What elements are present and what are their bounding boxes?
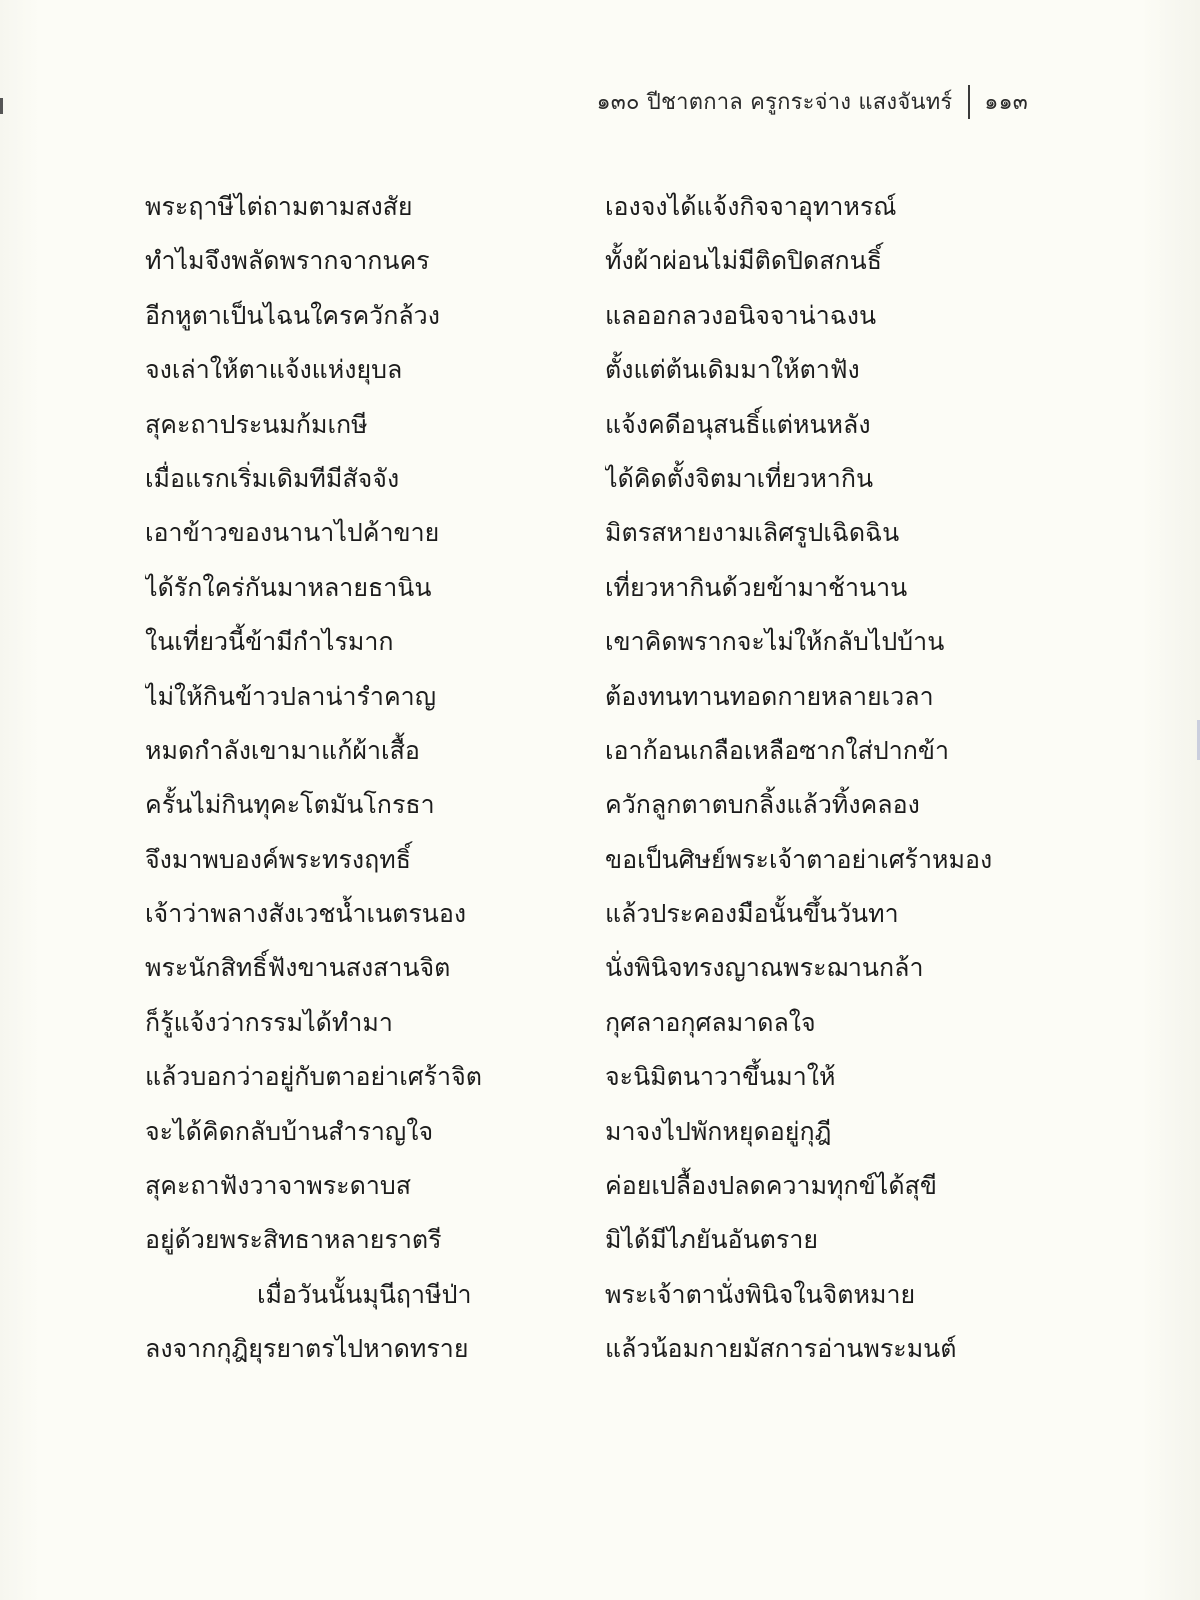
verse-line: จะได้คิดกลับบ้านสำราญใจ (145, 1116, 434, 1146)
header-title: ๑๓๐ ปีชาตกาล ครูกระจ่าง แสงจันทร์ (596, 90, 953, 115)
binding-edge-mark (0, 98, 3, 114)
verse-line: แจ้งคดีอนุสนธิ์แต่หนหลัง (605, 409, 871, 439)
verse-line: นั่งพินิจทรงญาณพระฌานกล้า (605, 953, 924, 983)
verse-line: สุคะถาประนมก้มเกษี (145, 409, 368, 439)
verse-line: แล้วประคองมือนั้นขึ้นวันทา (605, 899, 899, 929)
verse-line: ได้คิดตั้งจิตมาเที่ยวหากิน (605, 463, 874, 493)
header-divider (968, 85, 970, 119)
verse-line: ได้รักใคร่กันมาหลายธานิน (145, 572, 432, 602)
verse-line: ลงจากกุฎิยุรยาตรไปหาดทราย (145, 1334, 469, 1364)
verse-line: เองจงได้แจ้งกิจจาอุทาหรณ์ (605, 192, 897, 221)
verse-line: สุคะถาฟังวาจาพระดาบส (145, 1171, 411, 1201)
verse-line: เจ้าว่าพลางสังเวชน้ำเนตรนอง (145, 899, 467, 929)
verse-column-left (145, 180, 565, 1377)
verse-line: อีกหูตาเป็นไฉนใครควักล้วง (145, 300, 440, 330)
verse-line: มาจงไปพักหยุดอยู่กุฎี (605, 1116, 832, 1146)
verse-line: แล้วบอกว่าอยู่กับตาอย่าเศร้าจิต (145, 1062, 482, 1092)
verse-line: ในเที่ยวนี้ข้ามีกำไรมาก (145, 627, 394, 657)
verse-line: เที่ยวหากินด้วยข้ามาช้านาน (605, 572, 908, 602)
verse-line: จงเล่าให้ตาแจ้งแห่งยุบล (145, 355, 403, 385)
verse-line: ควักลูกตาตบกลิ้งแล้วทิ้งคลอง (605, 790, 920, 820)
verse-line-indented: เมื่อวันนั้นมุนีฤาษีป่า (257, 1279, 472, 1309)
verse-line: ต้องทนทานทอดกายหลายเวลา (605, 681, 934, 711)
verse-line: ไม่ให้กินข้าวปลาน่ารำคาญ (145, 681, 437, 711)
verse-line: แล้วน้อมกายมัสการอ่านพระมนต์ (605, 1334, 957, 1364)
verse-line: พระนักสิทธิ์ฟังขานสงสานจิต (145, 953, 451, 983)
page-number: ๑๑๓ (984, 90, 1028, 115)
verse-line: มิตรสหายงามเลิศรูปเฉิดฉิน (605, 518, 900, 548)
verse-line: เอาข้าวของนานาไปค้าขาย (145, 518, 440, 548)
verse-line: ทำไมจึงพลัดพรากจากนคร (145, 246, 430, 276)
verse-line: ขอเป็นศิษย์พระเจ้าตาอย่าเศร้าหมอง (605, 844, 993, 874)
verse-line: จึงมาพบองค์พระทรงฤทธิ์ (145, 844, 411, 874)
verse-line: พระฤาษีไต่ถามตามสงสัย (145, 192, 413, 221)
verse-line: ค่อยเปลื้องปลดความทุกข์ได้สุขี (605, 1171, 937, 1201)
verse-line: หมดกำลังเขามาแก้ผ้าเสื้อ (145, 735, 420, 765)
verse-line: เมื่อแรกเริ่มเดิมทีมีสัจจัง (145, 463, 400, 493)
verse-line: เขาคิดพรากจะไม่ให้กลับไปบ้าน (605, 627, 945, 657)
verse-column-right (605, 180, 1025, 1377)
verse-line: จะนิมิตนาวาขึ้นมาให้ (605, 1062, 836, 1092)
verse-line: แลออกลวงอนิจจาน่าฉงน (605, 300, 877, 330)
verse-line: อยู่ด้วยพระสิทธาหลายราตรี (145, 1225, 442, 1255)
verse-line: ทั้งผ้าผ่อนไม่มีติดปิดสกนธิ์ (605, 246, 882, 276)
verse-line: เอาก้อนเกลือเหลือซากใส่ปากข้า (605, 735, 949, 765)
verse-line: พระเจ้าตานั่งพินิจในจิตหมาย (605, 1279, 916, 1309)
verse-line: ครั้นไม่กินทุคะโตมันโกรธา (145, 790, 435, 820)
verse-line: กุศลาอกุศลมาดลใจ (605, 1007, 816, 1037)
verse-line: ตั้งแต่ต้นเดิมมาให้ตาฟัง (605, 355, 860, 385)
running-header (597, 84, 1028, 119)
verse-line: ก็รู้แจ้งว่ากรรมได้ทำมา (145, 1007, 393, 1037)
verse-line: มิได้มีไภยันอันตราย (605, 1225, 819, 1255)
